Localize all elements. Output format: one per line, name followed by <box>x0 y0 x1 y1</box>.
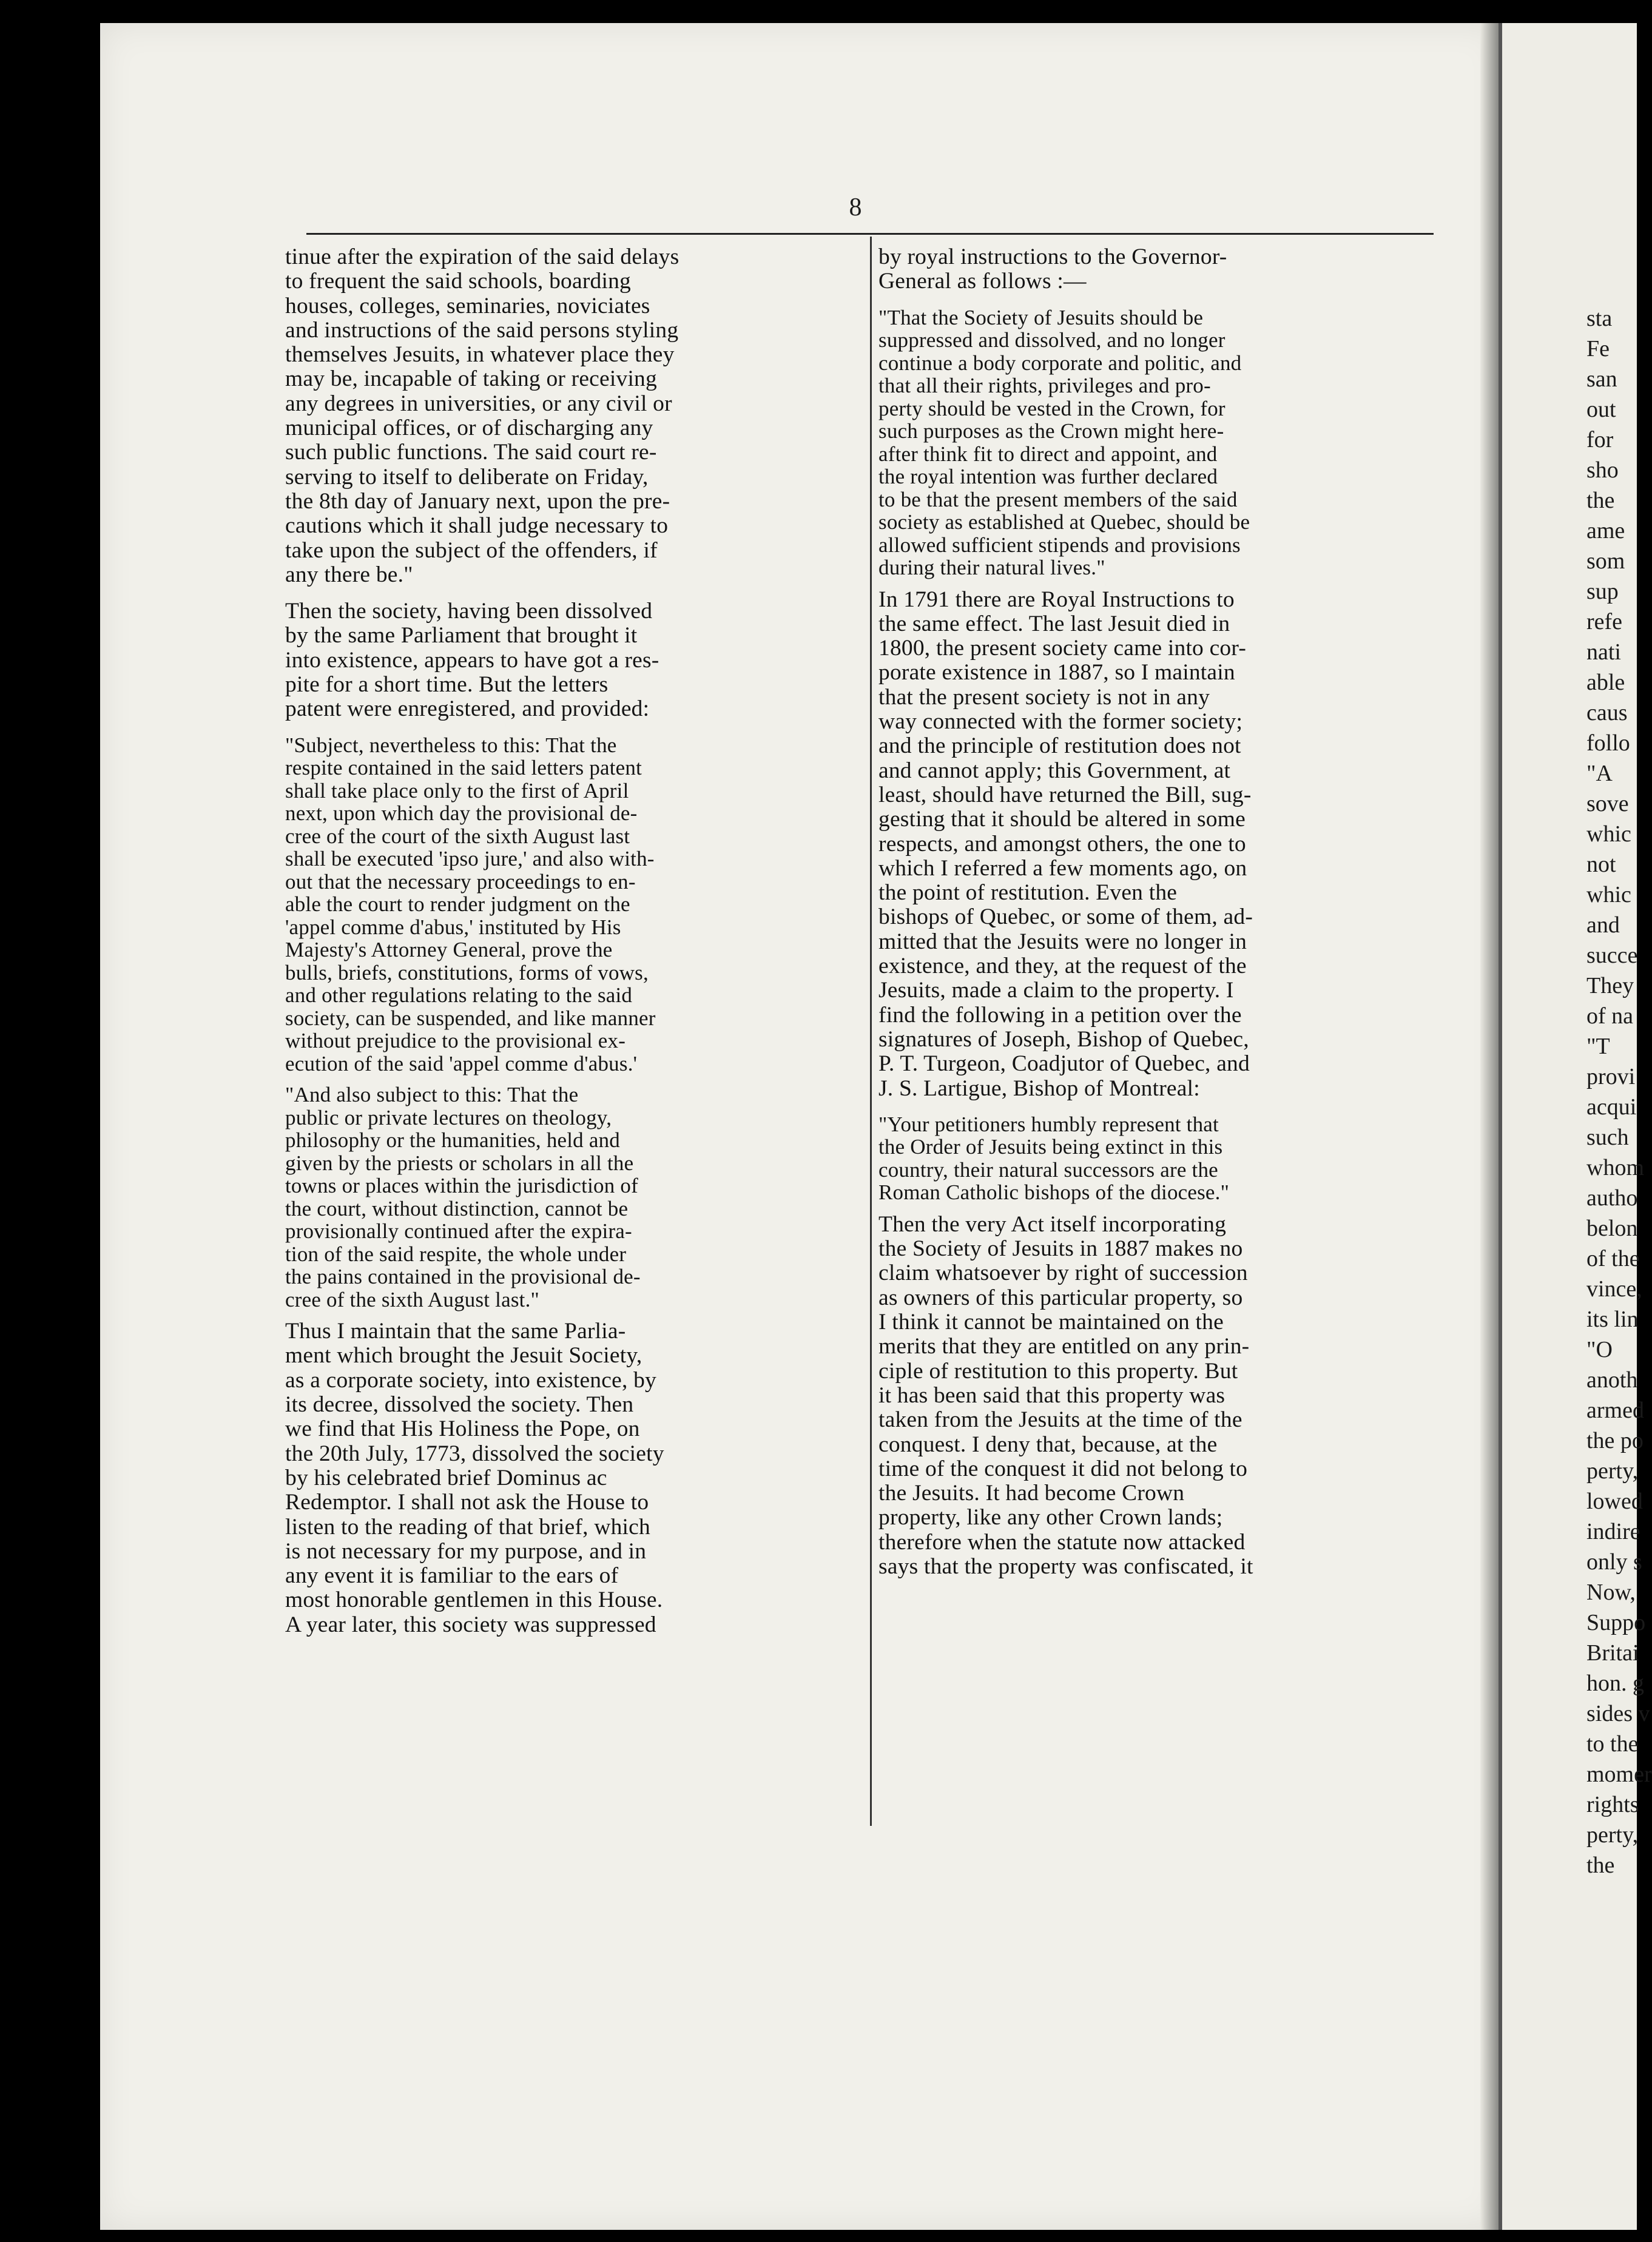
next-page-fragment: "T <box>1586 1034 1610 1059</box>
next-page-text-fragments <box>1586 303 1652 1880</box>
text-line: the point of restitution. Even the <box>878 880 1178 906</box>
text-line: that all their rights, privileges and pro- <box>878 374 1211 398</box>
text-line: gesting that it should be altered in some <box>878 807 1246 832</box>
text-line: out that the necessary proceedings to en- <box>285 869 636 894</box>
next-page-fragment: whom <box>1586 1155 1644 1180</box>
next-page-fragment: acqui <box>1586 1094 1637 1120</box>
text-line: therefore when the statute now attacked <box>878 1529 1246 1555</box>
next-page-fragment: the <box>1586 488 1615 513</box>
text-line: it has been said that this property was <box>878 1382 1226 1408</box>
text-line: bulls, briefs, constitutions, forms of vows, <box>285 960 649 985</box>
text-line: public or private lectures on theology, <box>285 1105 612 1129</box>
next-page-fragment: Suppo <box>1586 1610 1646 1635</box>
text-line: the court, without distinction, cannot be <box>285 1196 629 1220</box>
text-line: the 8th day of January next, upon the pre- <box>285 488 670 514</box>
paragraph <box>878 245 1437 294</box>
next-page-fragment: only s <box>1586 1549 1642 1575</box>
next-page-fragment: its lin <box>1586 1307 1639 1332</box>
text-line: respite contained in the said letters patent <box>285 756 642 780</box>
text-line: and other regulations relating to the said <box>285 983 633 1008</box>
text-line: themselves Jesuits, in whatever place they <box>285 342 675 368</box>
text-line: cautions which it shall judge necessary to <box>285 513 669 539</box>
next-page-fragment: nati <box>1586 639 1621 665</box>
text-line: perty should be vested in the Crown, for <box>878 396 1226 420</box>
text-line: such purposes as the Crown might here- <box>878 419 1224 443</box>
text-line: porate existence in 1887, so I maintain <box>878 660 1235 685</box>
text-line: cree of the sixth August last." <box>285 1287 540 1311</box>
text-line: such public functions. The said court re- <box>285 440 657 465</box>
text-line: any degrees in universities, or any civil or <box>285 391 672 416</box>
text-line: Jesuits, made a claim to the property. I <box>878 978 1234 1003</box>
text-line: into existence, appears to have got a res- <box>285 647 659 673</box>
text-line: and the principle of restitution does not <box>878 733 1241 759</box>
text-line: the Jesuits. It had become Crown <box>878 1481 1185 1506</box>
quoted-paragraph <box>878 306 1437 579</box>
next-page-fragment: for <box>1586 427 1614 453</box>
next-page-fragment: the <box>1586 1853 1615 1878</box>
text-line: 1800, the present society came into cor- <box>878 636 1247 661</box>
text-line: society, can be suspended, and like manner <box>285 1006 656 1030</box>
text-line: P. T. Turgeon, Coadjutor of Quebec, and <box>878 1051 1250 1077</box>
text-line: take upon the subject of the offenders, if <box>285 537 658 563</box>
page-number: 8 <box>849 194 862 221</box>
text-line: shall take place only to the first of April <box>285 778 629 803</box>
text-line: we find that His Holiness the Pope, on <box>285 1416 640 1442</box>
text-line: Redemptor. I shall not ask the House to <box>285 1490 649 1515</box>
next-page-fragment: indire <box>1586 1519 1640 1544</box>
text-line: respects, and amongst others, the one to <box>878 831 1246 857</box>
text-line: may be, incapable of taking or receiving <box>285 366 657 392</box>
text-line: bishops of Quebec, or some of them, ad- <box>878 904 1253 930</box>
next-page-fragment: caus <box>1586 700 1628 725</box>
text-line: the pains contained in the provisional de- <box>285 1265 641 1289</box>
text-line: signatures of Joseph, Bishop of Quebec, <box>878 1026 1249 1052</box>
text-line: find the following in a petition over the <box>878 1002 1242 1028</box>
next-page-fragment: Fe <box>1586 336 1610 362</box>
paragraph <box>285 1319 860 1637</box>
text-line: I think it cannot be maintained on the <box>878 1310 1224 1335</box>
next-page-fragment: lowed <box>1586 1489 1643 1514</box>
right-column <box>878 245 1437 1591</box>
text-line: 'appel comme d'abus,' instituted by His <box>285 915 621 939</box>
text-line: "That the Society of Jesuits should be <box>878 305 1204 329</box>
next-page-fragment: sta <box>1586 306 1613 331</box>
text-line: philosophy or the humanities, held and <box>285 1128 620 1153</box>
paragraph <box>878 1213 1437 1579</box>
text-line: is not necessary for my purpose, and in <box>285 1538 647 1564</box>
text-line: any there be." <box>285 562 413 587</box>
text-line: claim whatsoever by right of succession <box>878 1261 1248 1286</box>
text-line: serving to itself to deliberate on Friday, <box>285 464 649 490</box>
text-line: cree of the court of the sixth August last <box>285 824 630 848</box>
text-line: conquest. I deny that, because, at the <box>878 1432 1218 1457</box>
next-page-fragment: sup <box>1586 579 1619 604</box>
text-line: ecution of the said 'appel comme d'abus.' <box>285 1051 638 1076</box>
text-line: Thus I maintain that the same Parlia- <box>285 1319 626 1344</box>
next-page-fragment: follo <box>1586 730 1630 756</box>
next-page-fragment: perty, <box>1586 1458 1639 1484</box>
text-line: provisionally continued after the expira- <box>285 1219 632 1244</box>
text-line: country, their natural successors are the <box>878 1157 1218 1182</box>
next-page-fragment: san <box>1586 366 1617 392</box>
next-page-fragment: perty, <box>1586 1822 1639 1848</box>
text-line: ment which brought the Jesuit Society, <box>285 1343 642 1368</box>
next-page-fragment: ame <box>1586 518 1625 544</box>
text-line: "Your petitioners humbly represent that <box>878 1112 1219 1136</box>
text-line: pite for a short time. But the letters <box>285 672 609 698</box>
text-line: as owners of this particular property, so <box>878 1285 1243 1310</box>
next-page-fragment: sides v <box>1586 1701 1650 1726</box>
text-line: "Subject, nevertheless to this: That the <box>285 733 617 757</box>
text-line: tinue after the expiration of the said delays <box>285 244 679 269</box>
next-page-fragment: rights <box>1586 1792 1639 1817</box>
paragraph <box>878 588 1437 1101</box>
text-line: property, like any other Crown lands; <box>878 1505 1223 1530</box>
text-line: time of the conquest it did not belong to <box>878 1456 1248 1481</box>
next-page-fragment: succe <box>1586 943 1638 968</box>
text-line: the Order of Jesuits being extinct in this <box>878 1135 1223 1159</box>
text-line: by royal instructions to the Governor- <box>878 244 1227 269</box>
text-line: as a corporate society, into existence, by <box>285 1367 656 1393</box>
next-page-fragment: anoth <box>1586 1367 1638 1393</box>
text-line: during their natural lives." <box>878 556 1105 580</box>
text-line: and instructions of the said persons styling <box>285 317 679 343</box>
text-line: most honorable gentlemen in this House. <box>285 1587 663 1613</box>
text-line: next, upon which day the provisional de- <box>285 801 638 826</box>
text-line: municipal offices, or of discharging any <box>285 416 653 441</box>
text-line: patent were enregistered, and provided: <box>285 696 650 722</box>
next-page-fragment: such <box>1586 1125 1629 1150</box>
text-line: taken from the Jesuits at the time of the <box>878 1407 1242 1433</box>
text-line: which I referred a few moments ago, on <box>878 855 1247 881</box>
text-line: mitted that the Jesuits were no longer in <box>878 929 1247 954</box>
paragraph <box>285 245 860 587</box>
text-line: way connected with the former society; <box>878 709 1243 735</box>
quoted-paragraph <box>285 1083 860 1311</box>
page-gutter <box>1480 23 1499 2230</box>
text-line: General as follows :— <box>878 269 1087 294</box>
text-line: says that the property was confiscated, it <box>878 1554 1253 1579</box>
next-page-fragment: Britai <box>1586 1640 1639 1666</box>
text-line: able the court to render judgment on the <box>285 892 630 917</box>
text-line: houses, colleges, seminaries, noviciates <box>285 293 650 318</box>
next-page-fragment: "A <box>1586 761 1613 786</box>
text-line: the royal intention was further declared <box>878 465 1218 489</box>
next-page-fragment: provi <box>1586 1064 1636 1089</box>
text-line: by the same Parliament that brought it <box>285 623 638 648</box>
next-page-fragment: hon. g <box>1586 1671 1644 1696</box>
next-page-fragment: They <box>1586 973 1634 998</box>
text-line: A year later, this society was suppressed <box>285 1612 656 1637</box>
left-column <box>285 245 860 1649</box>
next-page-fragment: out <box>1586 397 1616 422</box>
next-page-fragment: and <box>1586 912 1620 938</box>
text-line: towns or places within the jurisdiction of <box>285 1174 638 1198</box>
text-line: least, should have returned the Bill, sug- <box>878 782 1252 807</box>
next-page-fragment: belon <box>1586 1216 1638 1241</box>
next-page-fragment: the po <box>1586 1428 1644 1453</box>
next-page-fragment: whic <box>1586 882 1631 907</box>
next-page-fragment: refe <box>1586 609 1623 635</box>
text-line: any event it is familiar to the ears of <box>285 1563 619 1589</box>
paragraph <box>285 599 860 721</box>
text-line: without prejudice to the provisional ex- <box>285 1029 626 1053</box>
text-line: Majesty's Attorney General, prove the <box>285 938 613 962</box>
text-line: listen to the reading of that brief, which <box>285 1514 650 1540</box>
next-page-fragment: som <box>1586 548 1625 574</box>
quoted-paragraph <box>878 1113 1437 1204</box>
next-page-fragment: Now, <box>1586 1580 1636 1605</box>
text-line: given by the priests or scholars in all the <box>285 1151 634 1175</box>
next-page-fragment: sove <box>1586 791 1629 816</box>
next-page-fragment: of the <box>1586 1246 1640 1271</box>
next-page-fragment: not <box>1586 852 1616 877</box>
text-line: J. S. Lartigue, Bishop of Montreal: <box>878 1076 1200 1101</box>
next-page-fragment: autho <box>1586 1185 1638 1211</box>
next-page-fragment: to the <box>1586 1731 1639 1757</box>
text-line: merits that they are entitled on any prin- <box>878 1334 1250 1359</box>
next-page-fragment: armed <box>1586 1398 1644 1423</box>
text-line: the 20th July, 1773, dissolved the society <box>285 1441 664 1466</box>
text-line: tion of the said respite, the whole under <box>285 1242 627 1266</box>
text-line: suppressed and dissolved, and no longer <box>878 328 1226 352</box>
text-line: Then the society, having been dissolved <box>285 599 653 624</box>
text-line: Then the very Act itself incorporating <box>878 1211 1227 1237</box>
next-page-fragment: of na <box>1586 1003 1634 1029</box>
text-line: continue a body corporate and politic, and <box>878 351 1242 375</box>
text-line: In 1791 there are Royal Instructions to <box>878 587 1235 612</box>
text-line: shall be executed 'ipso jure,' and also with- <box>285 847 655 871</box>
text-line: that the present society is not in any <box>878 684 1210 710</box>
next-page-fragment: vince, <box>1586 1276 1642 1302</box>
next-page-fragment: momer <box>1586 1762 1652 1787</box>
quoted-paragraph <box>285 734 860 1076</box>
text-line: after think fit to direct and appoint, and <box>878 442 1218 466</box>
text-line: to be that the present members of the said <box>878 487 1238 511</box>
text-line: the same effect. The last Jesuit died in <box>878 611 1230 636</box>
next-page-fragment: able <box>1586 670 1625 695</box>
text-line: by his celebrated brief Dominus ac <box>285 1465 607 1490</box>
text-line: "And also subject to this: That the <box>285 1083 579 1107</box>
text-line: Roman Catholic bishops of the diocese." <box>878 1180 1230 1205</box>
text-line: the Society of Jesuits in 1887 makes no <box>878 1236 1243 1262</box>
next-page-fragment: sho <box>1586 457 1619 483</box>
text-line: to frequent the said schools, boarding <box>285 269 631 294</box>
text-line: ciple of restitution to this property. But <box>878 1358 1238 1384</box>
text-line: and cannot apply; this Government, at <box>878 758 1231 783</box>
next-page-fragment: whic <box>1586 821 1631 847</box>
header-rule <box>306 233 1434 235</box>
text-line: existence, and they, at the request of the <box>878 954 1247 979</box>
next-page-fragment: "O <box>1586 1337 1613 1362</box>
text-line: allowed sufficient stipends and provisions <box>878 533 1241 557</box>
text-line: society as established at Quebec, should be <box>878 510 1250 534</box>
column-divider <box>870 237 872 1826</box>
text-line: its decree, dissolved the society. Then <box>285 1392 634 1418</box>
